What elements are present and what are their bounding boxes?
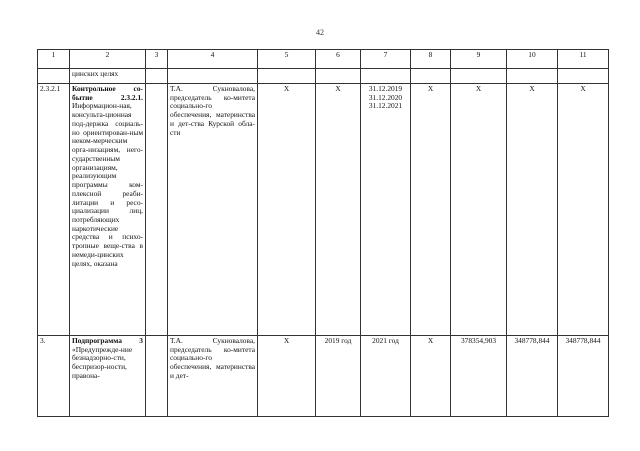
header-cell: 4	[168, 50, 258, 69]
header-cell: 6	[316, 50, 361, 69]
table-cell	[507, 69, 558, 84]
table-cell	[146, 69, 168, 84]
continuation-text: цинских целях	[70, 69, 146, 84]
table-cell	[411, 69, 451, 84]
table-row-event	[38, 84, 609, 336]
date-value: 31.12.2021	[368, 101, 403, 111]
table-cell: 2021 год	[361, 336, 411, 417]
table-cell: X	[451, 84, 507, 336]
table-cell: X	[411, 84, 451, 336]
header-cell: 7	[361, 50, 411, 69]
table-cell: X	[316, 84, 361, 336]
header-cell: 9	[451, 50, 507, 69]
row-number: 2.3.2.1	[38, 84, 70, 336]
table-cell	[146, 336, 168, 417]
subprogram-description: «Предупрежде-ние безнадзорно-сти, беспризор-ности, правона-	[72, 344, 133, 380]
header-cell: 11	[558, 50, 609, 69]
table-cell	[316, 69, 361, 84]
program-table	[37, 49, 609, 417]
header-cell: 2	[70, 50, 146, 69]
row-number: 3.	[38, 336, 70, 417]
event-title: Контрольное со-бытие 2.3.2.1.	[72, 84, 143, 102]
funding-value: 348778,844	[558, 336, 609, 417]
header-cell: 8	[411, 50, 451, 69]
funding-value: 348778,844	[507, 336, 558, 417]
header-cell: 3	[146, 50, 168, 69]
responsible-cell: Т.А. Сукновалова, председатель ко-митета социально-го обеспечения, материнства и дет-ства Курской обла-сти	[168, 84, 258, 336]
event-description-cell	[70, 84, 146, 336]
table-cell: 2019 год	[316, 336, 361, 417]
continuation-row	[38, 69, 609, 84]
table-cell	[361, 69, 411, 84]
table-cell	[451, 69, 507, 84]
funding-value: 378354,903	[451, 336, 507, 417]
table-cell: X	[411, 336, 451, 417]
date-value: 31.12.2019	[368, 84, 403, 93]
table-row-subprogram	[38, 336, 609, 417]
header-cell: 10	[507, 50, 558, 69]
table-cell	[146, 84, 168, 336]
dates-cell	[361, 84, 411, 336]
table-cell: X	[258, 84, 316, 336]
table-cell	[558, 69, 609, 84]
table-cell	[168, 69, 258, 84]
table-cell	[38, 69, 70, 84]
subprogram-description-cell	[70, 336, 146, 417]
table-cell	[258, 69, 316, 84]
table-cell: X	[558, 84, 609, 336]
table-cell: X	[507, 84, 558, 336]
header-cell: 1	[38, 50, 70, 69]
page-number: 42	[316, 28, 324, 37]
date-value: 31.12.2020	[368, 92, 403, 102]
table-cell: X	[258, 336, 316, 417]
header-cell: 5	[258, 50, 316, 69]
event-description: Информацион-ная, консульта-ционная под-держка социаль-но ориентирован-ным неком-мерческим орга-низациям, него-сударственным организациям, реализующим программы ком-плексной реаби-литации и ресо-циализации лиц, потребляющих наркотические средства и психо-тропные веще-ства в немеди-цинских целях, оказана	[72, 101, 143, 268]
subprogram-title: Подпрограмма 3	[72, 336, 143, 345]
header-row	[38, 50, 609, 69]
responsible-cell: Т.А. Сукновалова, председатель ко-митета социально-го обеспечения, материнства и дет-	[168, 336, 258, 417]
